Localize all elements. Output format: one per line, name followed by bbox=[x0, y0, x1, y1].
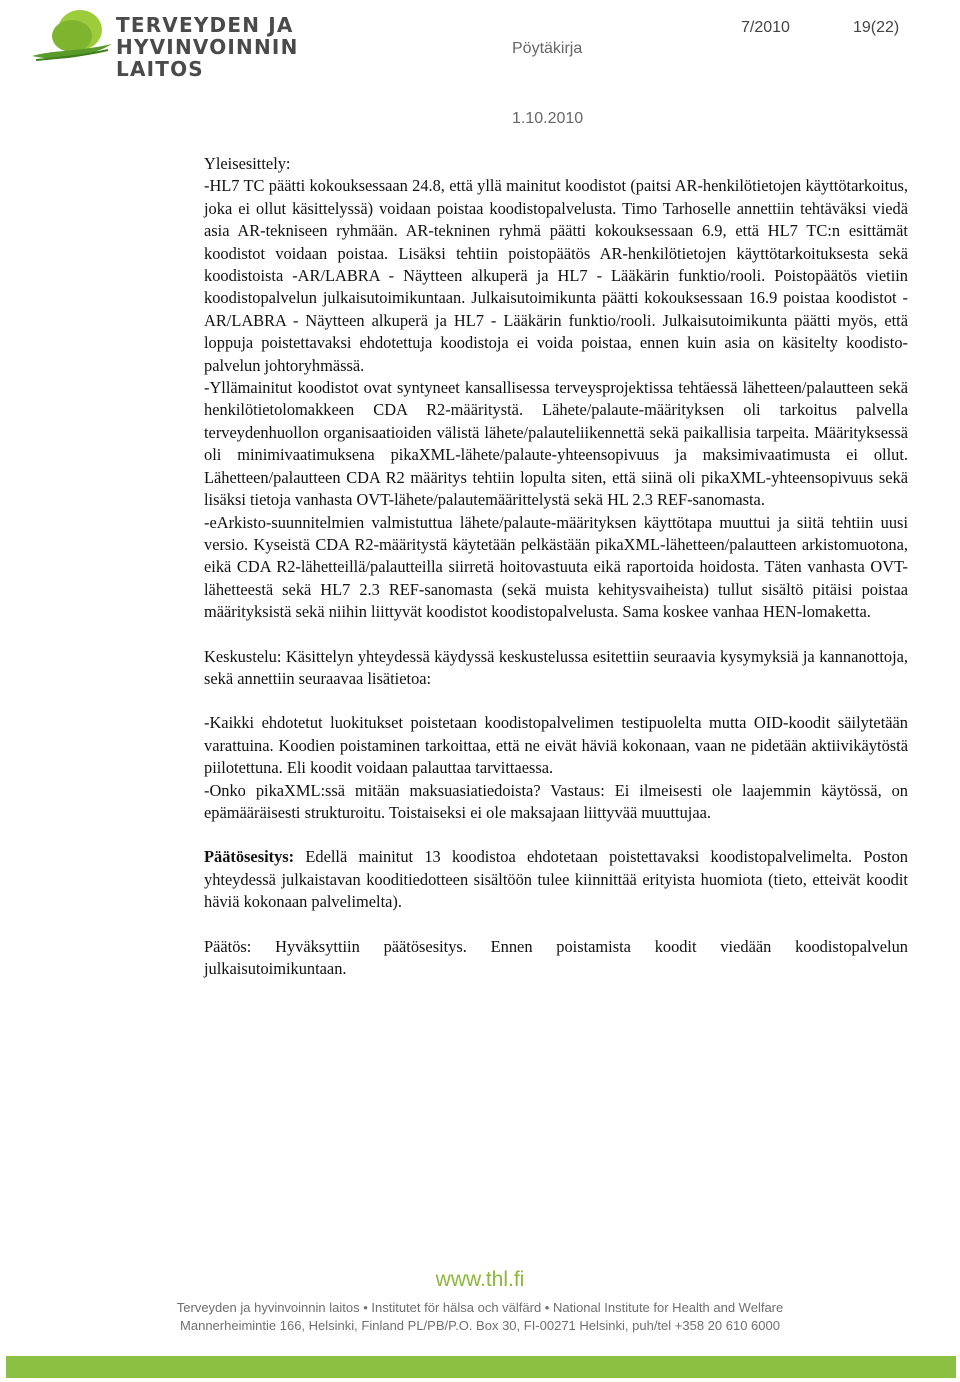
doc-number: 7/2010 bbox=[741, 19, 790, 36]
paragraph-origin: -Yllämainitut koodistot ovat syntyneet kansallisessa terveysprojektissa tehtäessä lähetteen/palautteen sekä henkilötietolomakkeen CDA R2-määritystä. Lähete/palaute-määrityksen oli tarkoitus palvella terveydenhuollon organisaatioiden välistä lähete/palauteliikennettä sekä paikallisia tarpeita. Määrityksessä oli minimivaatimuksena pikaXML-lähete/palaute-yhteensopivuus ja maksimivaatimusta ei ollut. Lähetteen/palautteen CDA R2 määritys tehtiin lopulta siten, että siinä oli pikaXML-yhteensopivuus sekä lisäksi tietoja vanhasta OVT-lähete/palautemäärittelystä sekä HL 2.3 REF-sanomasta. bbox=[204, 378, 908, 510]
footer-green-bar bbox=[6, 1356, 956, 1378]
org-name-line1: TERVEYDEN JA bbox=[116, 13, 294, 37]
footer-url: www.thl.fi bbox=[435, 1268, 525, 1291]
paragraph-pikaxml: -Onko pikaXML:ssä mitään maksuasiatiedoista? Vastaus: Ei ilmeisesti ole laajemmin käytössä, on epämääräisesti strukturoitu. Toistaiseksi ei ole maksajaan liittyvää muuttujaa. bbox=[204, 780, 908, 822]
decision-paragraph: Päätös: Hyväksyttiin päätösesitys. Ennen poistamista koodit viedään koodistopalvelun julkaisutoimikuntaan. bbox=[204, 936, 908, 978]
intro-heading: Yleisesittely: bbox=[204, 154, 291, 173]
thl-logo bbox=[28, 6, 378, 81]
doc-type: Pöytäkirja bbox=[512, 40, 583, 57]
org-name-line2: HYVINVOINNIN LAITOS bbox=[116, 35, 299, 81]
discussion-paragraph: Keskustelu: Käsittelyn yhteydessä käydyssä keskustelussa esitettiin seuraavia kysymyksiä ja kannanottoja, sekä annettiin seuraavaa lisätietoa: bbox=[204, 646, 908, 688]
proposal-text: Edellä mainitut 13 koodistoa ehdotetaan poistettavaksi koodistopalvelimelta. Poston yhteydessä julkaistavan kooditiedotteen sisältöön tulee kiinnittää erityista huomiota (tieto, etteivät koodit häviä kokonaan palvelimelta). bbox=[204, 847, 908, 912]
footer-address: Mannerheimintie 166, Helsinki, Finland PL/PB/P.O. Box 30, FI-00271 Helsinki, puh/tel +358 20 610 6000 bbox=[180, 1318, 780, 1333]
doc-date: 1.10.2010 bbox=[512, 110, 584, 127]
paragraph-oid-codes: -Kaikki ehdotetut luokitukset poistetaan koodistopalvelimen testipuolelta mutta OID-koodit säilytetään varattuina. Koodien poistaminen tarkoittaa, että ne eivät häviä kokonaan, vaan ne pidetään aktiivikäytöstä piilotettuna. Eli koodit voidaan palauttaa tarvittaessa. bbox=[204, 713, 908, 778]
footer-institutions: Terveyden ja hyvinvoinnin laitos • Institutet för hälsa och välfärd • National Institute for Health and Welfare bbox=[176, 1300, 784, 1315]
org-name bbox=[116, 14, 378, 80]
paragraph-earkisto: -eArkisto-suunnitelmien valmistuttua lähete/palaute-määrityksen käyttötapa muuttui ja siitä tehtiin uusi versio. Kyseistä CDA R2-määritystä käytetään pelkästään pikaXML-lähetteen/palautteen arkistomuotona, eikä CDA R2-lähetteillä/palautteilla siirretä hoitovastuuta eikä raportoida hoidosta. Täten vanhasta OVT-lähetteestä sekä HL7 2.3 REF-sanomasta (sekä muista kehitysvaiheista) tullut sisältö pitäisi poistaa määrityksistä sekä niihin liittyvät koodistot koodistopalvelusta. Sama koskee vanhaa HEN-lomaketta. bbox=[204, 512, 908, 622]
paragraph-hl7-tc: -HL7 TC päätti kokouksessaan 24.8, että yllä mainitut koodistot (paitsi AR-henkilötietojen käyttötarkoitus, joka ei ollut käsittelyssä) voidaan poistaa koodistopalvelusta. Timo Tarhoselle annettiin tehtäväksi viedä asia AR-tekniseen ryhmään. AR-tekninen ryhmä päätti kokouksessaan 6.9, että HL7 TC:n esittämät koodistot voidaan poistaa. Lisäksi tehtiin poistopäätös AR-henkilötietojen käyttötarkoituksesta sekä koodistoista -AR/LABRA - Näytteen alkuperä ja HL7 - Lääkärin funktio/rooli. Poistopäätös vietiin koodistopalvelun julkaisutoimikuntaan. Julkaisutoimikunta päätti kokouksessaan 16.9 poistaa koodistot -AR/LABRA - Näytteen alkuperä ja HL7 - Lääkärin funktio/rooli. Julkaisutoimikunta päätti myös, että loppuja poistettavaksi ehdotettuja koodistoja ei voida poistaa, ennen kuin asia on käsitelty koodisto-palvelun johtoryhmässä. bbox=[204, 176, 908, 375]
leaf-logo-icon bbox=[28, 6, 116, 66]
page-number: 19(22) bbox=[853, 19, 900, 36]
document-body bbox=[204, 153, 908, 980]
proposal-paragraph bbox=[204, 846, 908, 913]
proposal-label: Päätösesitys: bbox=[204, 847, 295, 867]
